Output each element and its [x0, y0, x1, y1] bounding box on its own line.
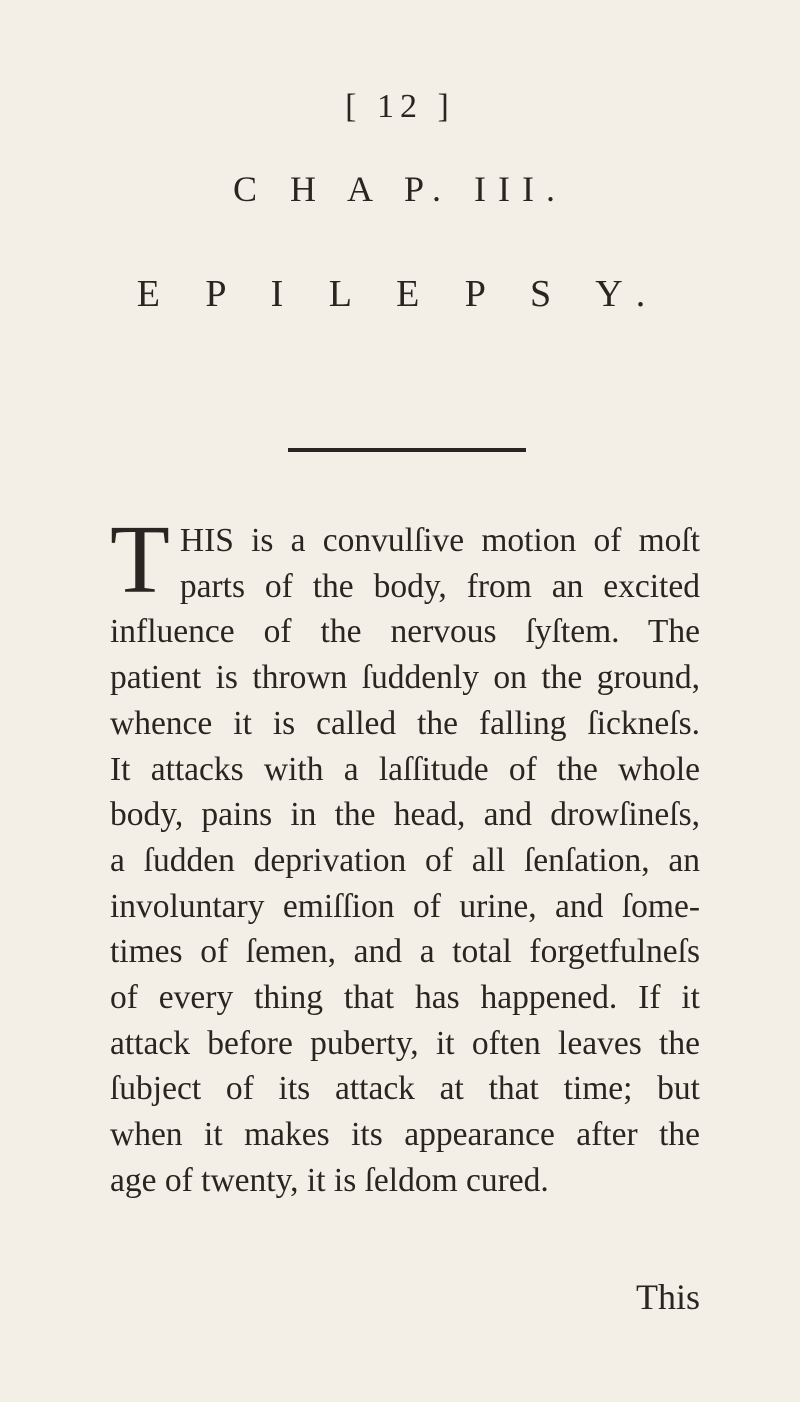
- text-line: It attacks with a laſſitude of the whole: [110, 750, 700, 788]
- text-line: whence it is called the falling ſickneſs.: [110, 704, 700, 742]
- catchword: This: [636, 1277, 701, 1317]
- divider-rule: [288, 448, 526, 452]
- text-line: attack before puberty, it often leaves the: [110, 1024, 700, 1062]
- text-line: when it makes its appearance after the: [110, 1116, 700, 1154]
- text-line: HIS is a convulſive motion of moſt: [179, 522, 700, 559]
- chapter-heading: C H A P. III.: [232, 169, 568, 209]
- text-line: times of ſemen, and a total forgetfulneſs: [110, 933, 700, 971]
- body-paragraph: [110, 506, 700, 1204]
- page-title: E P I L E P S Y.: [136, 273, 664, 315]
- text-line: parts of the body, from an excited: [179, 567, 700, 605]
- text-line: patient is thrown ſuddenly on the ground,: [110, 659, 700, 697]
- page-number: [ 12 ]: [345, 88, 455, 125]
- text-line: age of twenty, it is ſeldom cured.: [110, 1161, 549, 1199]
- text-line: ſubject of its attack at that time; but: [110, 1070, 700, 1108]
- text-line: involuntary emiſſion of urine, and ſome-: [110, 887, 700, 925]
- drop-cap: T: [110, 506, 170, 614]
- text-line: a ſudden deprivation of all ſenſation, an: [110, 841, 700, 879]
- text-line: body, pains in the head, and drowſineſs,: [110, 796, 700, 834]
- text-line: of every thing that has happened. If it: [110, 979, 700, 1017]
- text-line: influence of the nervous ſyſtem. The: [110, 613, 700, 651]
